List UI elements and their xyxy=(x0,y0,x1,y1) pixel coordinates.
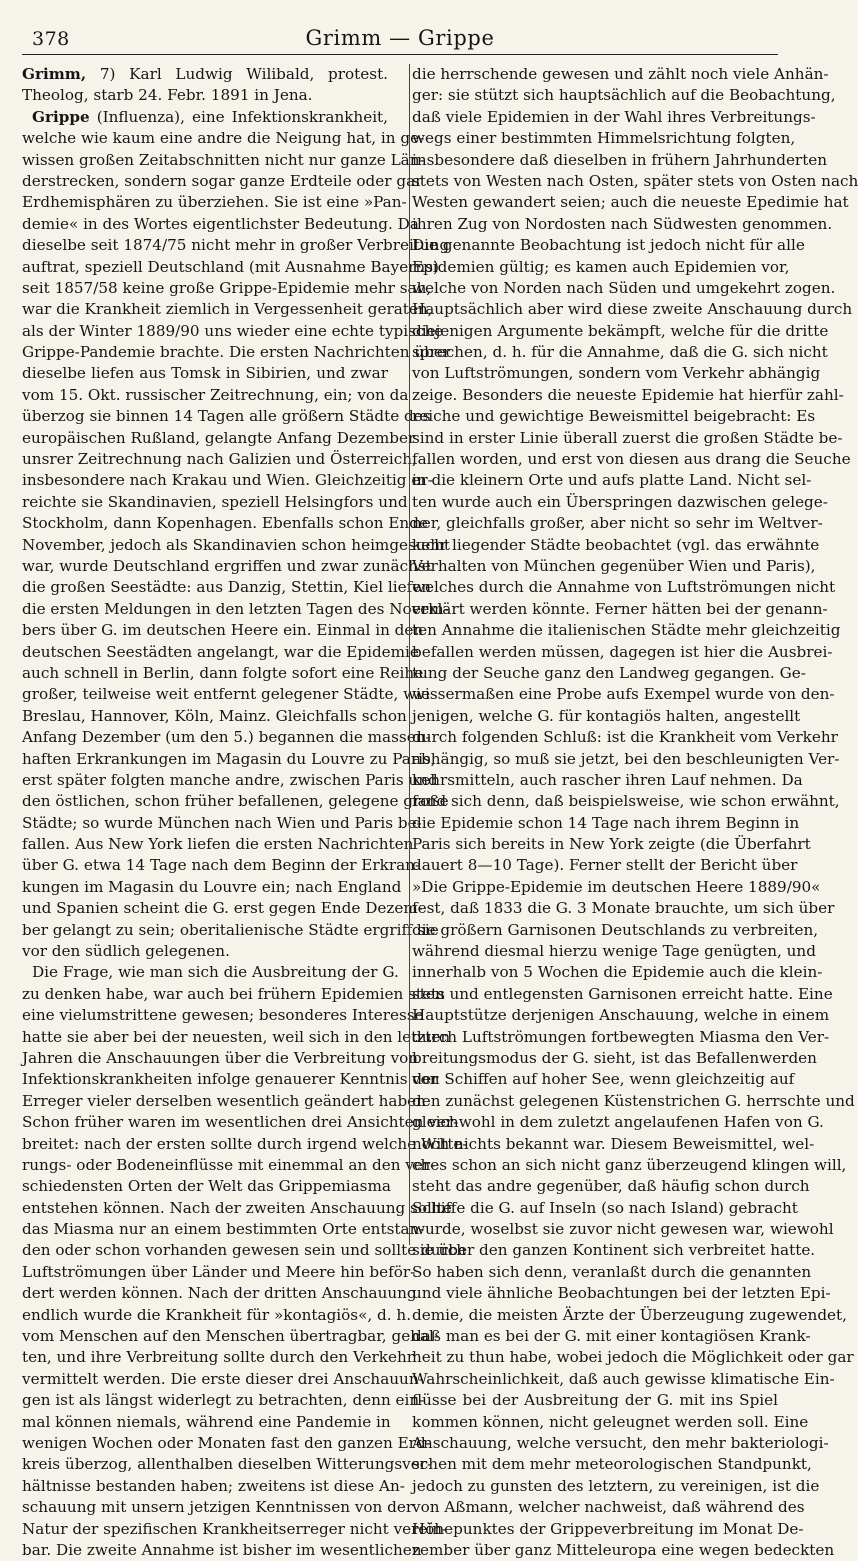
text-line: den östlichen, schon früher befallenen, gelegene große xyxy=(22,792,449,811)
text-line: den zunächst gelegenen Küstenstrichen G. herrschte und xyxy=(412,1091,855,1110)
text-line: ner, gleichfalls großer, aber nicht so sehr im Weltver- xyxy=(412,514,823,533)
text-line: dert werden können. Nach der dritten Anschauung xyxy=(22,1284,417,1303)
text-line: Die genannte Beobachtung ist jedoch nicht für alle xyxy=(412,236,805,255)
text-line: breitet: nach der ersten sollte durch irgend welche Witte- xyxy=(22,1134,468,1153)
text-line: insbesondere nach Krakau und Wien. Gleichzeitig er- xyxy=(22,471,433,490)
text-line: das Miasma nur an einem bestimmten Orte entstan- xyxy=(22,1220,425,1239)
text-line: flüsse bei der Ausbreitung der G. mit ins Spiel xyxy=(412,1391,778,1410)
text-line: haften Erkrankungen im Magasin du Louvre zu Paris, xyxy=(22,749,436,768)
text-line: von Aßmann, welcher nachweist, daß während des xyxy=(412,1498,805,1517)
text-line: ches schon an sich nicht ganz überzeugend klingen will, xyxy=(412,1155,847,1174)
text-line: steht das andre gegenüber, daß häufig schon durch xyxy=(412,1177,810,1196)
text-line: Schiffe die G. auf Inseln (so nach Island) gebracht xyxy=(412,1198,798,1217)
text-line: deutschen Seestädten angelangt, war die Epidemie xyxy=(22,642,419,661)
text-line: dieselbe seit 1874/75 nicht mehr in großer Verbreitung xyxy=(22,236,450,255)
text-line: kehr liegender Städte beobachtet (vgl. das erwähnte xyxy=(412,535,820,554)
text-line: Anfang Dezember (um den 5.) begannen die massen- xyxy=(22,728,431,747)
text-line: Hauptsächlich aber wird diese zweite Anschauung durch xyxy=(412,300,853,319)
text-line: daß viele Epidemien in der Wahl ihres Verbreitungs- xyxy=(412,107,816,126)
text-line: Breslau, Hannover, Köln, Mainz. Gleichfalls schon xyxy=(22,706,407,725)
text-line: reiche und gewichtige Beweismittel beigebracht: Es xyxy=(412,407,816,426)
text-line: gleichwohl in dem zuletzt angelaufenen Hafen von G. xyxy=(412,1113,824,1132)
text-line: großer, teilweise weit entfernt gelegener Städte, wie xyxy=(22,685,430,704)
text-line: Grippe (Influenza), eine Infektionskrankheit, xyxy=(32,107,388,126)
text-line: zember über ganz Mitteleuropa eine wegen bedeckten xyxy=(412,1540,835,1559)
text-line: schiedensten Orten der Welt das Grippemiasma xyxy=(22,1177,391,1196)
text-line: war, wurde Deutschland ergriffen und zwar zunächst xyxy=(22,556,432,575)
text-columns xyxy=(22,64,858,1559)
text-line: europäischen Rußland, gelangte Anfang Dezember xyxy=(22,428,416,447)
text-line: unsrer Zeitrechnung nach Galizien und Österreich, xyxy=(22,450,417,469)
text-line: daß man es bei der G. mit einer kontagiösen Krank- xyxy=(412,1327,811,1346)
text-line: wissermaßen eine Probe aufs Exempel wurde von den- xyxy=(412,685,835,704)
text-line: Wahrscheinlichkeit, daß auch gewisse klimatische Ein- xyxy=(412,1369,835,1388)
text-line: vom Menschen auf den Menschen übertragbar, gehal- xyxy=(22,1327,440,1346)
text-line: Paris sich bereits in New York zeigte (die Überfahrt xyxy=(412,835,811,854)
text-line: Verhalten von München gegenüber Wien und Paris), xyxy=(412,556,816,575)
text-line: die ersten Meldungen in den letzten Tagen des Novem- xyxy=(22,599,449,618)
text-line: sind in erster Linie überall zuerst die großen Städte be- xyxy=(412,428,843,447)
text-line: zu denken habe, war auch bei frühern Epidemien stets xyxy=(22,984,445,1003)
text-line: in die kleinern Orte und aufs platte Land. Nicht sel- xyxy=(412,471,812,490)
text-line: heit zu thun habe, wobei jedoch die Möglichkeit oder gar xyxy=(412,1348,854,1367)
text-line: wurde, woselbst sie zuvor nicht gewesen war, wiewohl xyxy=(412,1220,834,1239)
page-number: 378 xyxy=(32,28,70,50)
left-column xyxy=(22,64,468,1559)
text-line: wissen großen Zeitabschnitten nicht nur ganze Län- xyxy=(22,150,425,169)
text-line: welche von Norden nach Süden und umgekehrt zogen. xyxy=(412,278,836,297)
text-line: entstehen können. Nach der zweiten Anschauung sollte xyxy=(22,1198,452,1217)
text-line: von Luftströmungen, sondern vom Verkehr abhängig xyxy=(412,364,821,383)
text-line: kehrsmitteln, auch rascher ihren Lauf nehmen. Da xyxy=(412,770,803,789)
text-line: kungen im Magasin du Louvre ein; nach England xyxy=(22,877,402,896)
text-line: ten wurde auch ein Überspringen dazwischen gelege- xyxy=(412,492,828,511)
text-line: sprechen, d. h. für die Annahme, daß die G. sich nicht xyxy=(412,343,828,362)
text-line: seit 1857/58 keine große Grippe-Epidemie mehr sah, xyxy=(22,278,432,297)
text-line: bar. Die zweite Annahme ist bisher im wesentlichen xyxy=(22,1540,422,1559)
text-line: und viele ähnliche Beobachtungen bei der letzten Epi- xyxy=(412,1284,831,1303)
text-line: jenigen, welche G. für kontagiös halten, angestellt xyxy=(412,706,801,725)
text-line: und Spanien scheint die G. erst gegen Ende Dezem- xyxy=(22,899,423,918)
text-line: Theolog, starb 24. Febr. 1891 in Jena. xyxy=(22,86,313,105)
text-line: erklärt werden könnte. Ferner hätten bei der genann- xyxy=(412,599,828,618)
text-line: fand sich denn, daß beispielsweise, wie schon erwähnt, xyxy=(412,792,840,811)
text-line: schen mit dem mehr meteorologischen Standpunkt, xyxy=(412,1455,812,1474)
text-line: erst später folgten manche andre, zwischen Paris und xyxy=(22,770,438,789)
text-line: gen ist als längst widerlegt zu betrachten, denn ein- xyxy=(22,1391,425,1410)
text-line: kreis überzog, allenthalben dieselben Witterungsver- xyxy=(22,1455,433,1474)
text-line: welche wie kaum eine andre die Neigung hat, in ge- xyxy=(22,129,425,148)
text-line: bers über G. im deutschen Heere ein. Einmal in den xyxy=(22,621,424,640)
text-line: derstrecken, sondern sogar ganze Erdteile oder gar xyxy=(22,171,423,190)
text-line: überzog sie binnen 14 Tagen alle größern Städte des xyxy=(22,407,431,426)
text-line: die herrschende gewesen und zählt noch viele Anhän- xyxy=(412,65,829,83)
text-line: Schon früher waren im wesentlichen drei Ansichten ver- xyxy=(22,1113,459,1132)
text-line: Luftströmungen über Länder und Meere hin beför- xyxy=(22,1262,416,1281)
text-line: Infektionskrankheiten infolge genauerer Kenntnis der xyxy=(22,1070,439,1089)
text-line: fallen. Aus New York liefen die ersten Nachrichten xyxy=(22,835,414,854)
text-line: auftrat, speziell Deutschland (mit Ausnahme Bayerns) xyxy=(22,257,439,276)
text-line: jedoch zu gunsten des letztern, zu vereinigen, ist die xyxy=(412,1476,820,1495)
text-line: befallen werden müssen, dagegen ist hier die Ausbrei- xyxy=(412,642,833,661)
text-line: reichte sie Skandinavien, speziell Helsingfors und xyxy=(22,492,408,511)
text-line: breitungsmodus der G. sieht, ist das Befallenwerden xyxy=(412,1048,817,1067)
text-line: Grimm, 7) Karl Ludwig Wilibald, protest. xyxy=(22,65,388,83)
text-line: ber gelangt zu sein; oberitalienische Städte ergriff sie xyxy=(22,920,439,939)
running-title: Grimm — Grippe xyxy=(305,26,495,50)
text-line: ten Annahme die italienischen Städte mehr gleichzeitig xyxy=(412,621,841,640)
text-line: abhängig, so muß sie jetzt, bei den beschleunigten Ver- xyxy=(412,749,840,768)
text-line: »Die Grippe-Epidemie im deutschen Heere 1889/90« xyxy=(412,877,821,896)
text-line: vom 15. Okt. russischer Zeitrechnung, ein; von da xyxy=(22,385,409,404)
text-line: Höhepunktes der Grippeverbreitung im Monat De- xyxy=(412,1519,804,1538)
text-line: endlich wurde die Krankheit für »kontagiös«, d. h. xyxy=(22,1305,412,1324)
text-line: ger: sie stützt sich hauptsächlich auf die Beobachtung, xyxy=(412,86,836,105)
text-line: war die Krankheit ziemlich in Vergessenheit geraten, xyxy=(22,300,433,319)
text-line: dieselbe liefen aus Tomsk in Sibirien, und zwar xyxy=(22,364,388,383)
text-line: fest, daß 1833 die G. 3 Monate brauchte, um sich über xyxy=(412,899,835,918)
text-line: Westen gewandert seien; auch die neueste Epedimie hat xyxy=(412,193,849,212)
text-line: schauung mit unsern jetzigen Kenntnissen von der xyxy=(22,1498,414,1517)
text-line: kommen können, nicht geleugnet werden soll. Eine xyxy=(412,1412,809,1431)
text-line: November, jedoch als Skandinavien schon heimgesucht xyxy=(22,535,450,554)
text-line: So haben sich denn, veranlaßt durch die genannten xyxy=(412,1262,812,1281)
text-line: durch Luftströmungen fortbewegten Miasma den Ver- xyxy=(412,1027,830,1046)
text-line: Epidemien gültig; es kamen auch Epidemien vor, xyxy=(412,257,790,276)
column-divider xyxy=(409,64,410,1245)
text-line: stets von Westen nach Osten, später stets von Osten nach xyxy=(412,171,858,190)
text-line: demie, die meisten Ärzte der Überzeugung zugewendet, xyxy=(412,1305,847,1324)
text-line: Natur der spezifischen Krankheitserreger nicht verein- xyxy=(22,1519,448,1538)
text-line: Städte; so wurde München nach Wien und Paris be- xyxy=(22,813,422,832)
text-line: ihren Zug von Nordosten nach Südwesten genommen. xyxy=(412,214,833,233)
text-line: über G. etwa 14 Tage nach dem Beginn der Erkran- xyxy=(22,856,421,875)
text-line: insbesondere daß dieselben in frühern Jahrhunderten xyxy=(412,150,828,169)
text-line: Hauptstütze derjenigen Anschauung, welche in einem xyxy=(412,1006,830,1025)
text-line: innerhalb von 5 Wochen die Epidemie auch die klein- xyxy=(412,963,823,982)
text-line: welches durch die Annahme von Luftströmungen nicht xyxy=(412,578,836,597)
text-line: wenigen Wochen oder Monaten fast den ganzen Erd- xyxy=(22,1434,431,1452)
text-line: vermittelt werden. Die erste dieser drei Anschauun- xyxy=(22,1369,424,1388)
text-line: als der Winter 1889/90 uns wieder eine echte typische xyxy=(22,321,444,340)
text-line: Stockholm, dann Kopenhagen. Ebenfalls schon Ende xyxy=(22,514,428,533)
text-line: die größern Garnisonen Deutschlands zu verbreiten, xyxy=(412,920,819,939)
text-line: Die Frage, wie man sich die Ausbreitung der G. xyxy=(32,963,399,982)
text-line: Erdhemisphären zu überziehen. Sie ist eine »Pan- xyxy=(22,193,407,212)
text-line: Anschauung, welche versucht, den mehr bakteriologi- xyxy=(412,1434,829,1452)
entry-headword: Grippe xyxy=(32,107,90,126)
text-line: Erreger vieler derselben wesentlich geändert haben xyxy=(22,1091,426,1110)
text-line: dauert 8—10 Tage). Ferner stellt der Bericht über xyxy=(412,856,798,875)
text-line: tung der Seuche ganz den Landweg gegangen. Ge- xyxy=(412,663,806,682)
text-line: sten und entlegensten Garnisonen erreicht hatte. Eine xyxy=(412,984,833,1003)
text-line: rungs- oder Bodeneinflüsse mit einemmal an den ver- xyxy=(22,1155,436,1174)
text-line: sie über den ganzen Kontinent sich verbreitet hatte. xyxy=(412,1241,816,1260)
text-line: auch schnell in Berlin, dann folgte sofort eine Reihe xyxy=(22,663,424,682)
text-line: diejenigen Argumente bekämpft, welche für die dritte xyxy=(412,321,829,340)
text-line: während diesmal hierzu wenige Tage genügten, und xyxy=(412,942,816,961)
text-line: durch folgenden Schluß: ist die Krankheit vom Verkehr xyxy=(412,728,838,747)
page-header xyxy=(22,10,778,55)
text-line: zeige. Besonders die neueste Epidemie hat hierfür zahl- xyxy=(412,385,844,404)
entry-headword: Grimm, xyxy=(22,65,87,83)
text-line: mal können niemals, während eine Pandemie in xyxy=(22,1412,391,1431)
right-column xyxy=(412,64,858,1559)
text-line: fallen worden, und erst von diesen aus drang die Seuche xyxy=(412,450,851,469)
text-line: die Epidemie schon 14 Tage nach ihrem Beginn in xyxy=(412,813,800,832)
text-line: demie« in des Wortes eigentlichster Bedeutung. Da xyxy=(22,214,419,233)
text-line: den oder schon vorhanden gewesen sein und sollte durch xyxy=(22,1241,467,1260)
text-line: Jahren die Anschauungen über die Verbreitung von xyxy=(22,1048,419,1067)
text-line: die großen Seestädte: aus Danzig, Stettin, Kiel liefen xyxy=(22,578,432,597)
text-line: vor den südlich gelegenen. xyxy=(22,942,230,961)
text-line: noch nichts bekannt war. Diesem Beweismittel, wel- xyxy=(412,1134,815,1153)
text-line: wegs einer bestimmten Himmelsrichtung folgten, xyxy=(412,129,796,148)
text-line: hältnisse bestanden haben; zweitens ist diese An- xyxy=(22,1476,405,1495)
text-line: ten, und ihre Verbreitung sollte durch den Verkehr xyxy=(22,1348,415,1367)
text-line: hatte sie aber bei der neuesten, weil sich in den letzten xyxy=(22,1027,451,1046)
text-line: Grippe-Pandemie brachte. Die ersten Nachrichten über xyxy=(22,343,451,362)
text-line: von Schiffen auf hoher See, wenn gleichzeitig auf xyxy=(412,1070,795,1089)
text-line: eine vielumstrittene gewesen; besonderes Interesse xyxy=(22,1006,424,1025)
